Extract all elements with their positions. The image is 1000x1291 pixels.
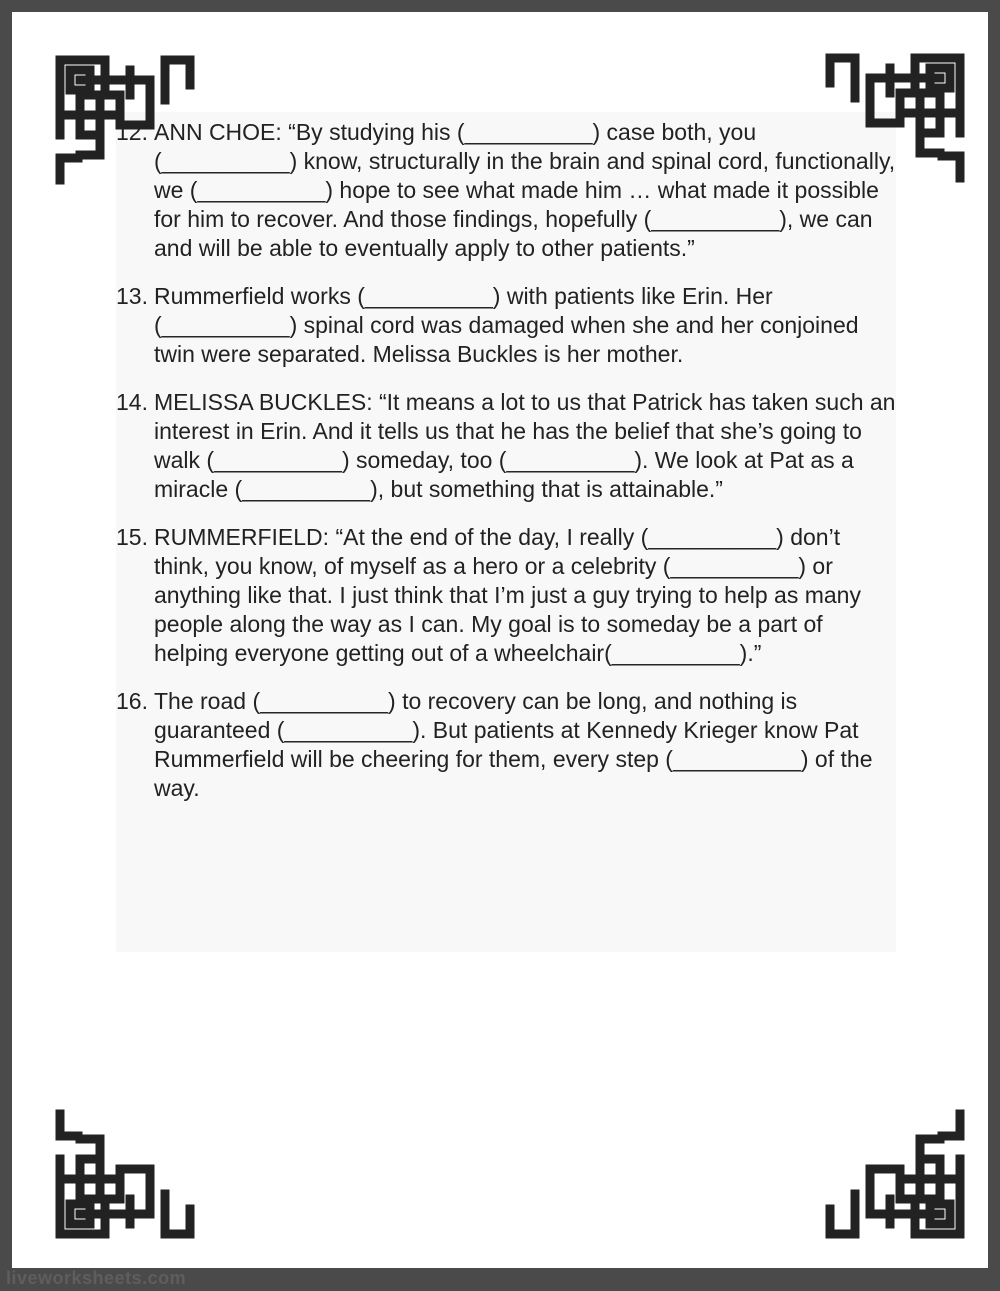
corner-ornament-bottom-left	[40, 1084, 200, 1254]
question-item-13	[116, 282, 896, 369]
question-text: RUMMERFIELD: “At the end of the day, I really (__________) don’t think, you know, of myself as a hero or a celebrity (__________) or anything like that. I just think that I’m just a guy trying to help as many people along the way as I can. My goal is to someday be a part of helping everyone getting out of a wheelchair(__________).”	[154, 524, 861, 666]
question-list	[116, 118, 896, 822]
question-item-16	[116, 687, 896, 803]
question-number: 14.	[116, 389, 148, 415]
question-text: The road (__________) to recovery can be long, and nothing is guaranteed (__________). But patients at Kennedy Krieger know Pat Rummerfield will be cheering for them, every step (__________) of the way.	[154, 688, 873, 801]
question-item-14	[116, 388, 896, 504]
question-number: 15.	[116, 524, 148, 550]
watermark: liveworksheets.com	[6, 1268, 187, 1288]
question-item-15	[116, 523, 896, 668]
question-number: 13.	[116, 283, 148, 309]
question-number: 16.	[116, 688, 148, 714]
question-text: MELISSA BUCKLES: “It means a lot to us that Patrick has taken such an interest in Erin. And it tells us that he has the belief that she’s going to walk (__________) someday, too (__________). We look at Pat as a miracle (__________), but something that is attainable.”	[154, 389, 896, 502]
corner-ornament-bottom-right	[820, 1084, 980, 1254]
worksheet-page	[12, 12, 988, 1268]
question-number: 12.	[116, 119, 148, 145]
question-item-12	[116, 118, 896, 263]
question-text: ANN CHOE: “By studying his (__________) case both, you (__________) know, structurally in the brain and spinal cord, functionally, we (__________) hope to see what made him … what made it possible for him to recover. And those findings, hopefully (__________), we can and will be able to eventually apply to other patients.”	[154, 119, 896, 261]
question-text: Rummerfield works (__________) with patients like Erin. Her (__________) spinal cord was damaged when she and her conjoined twin were separated. Melissa Buckles is her mother.	[154, 283, 859, 367]
